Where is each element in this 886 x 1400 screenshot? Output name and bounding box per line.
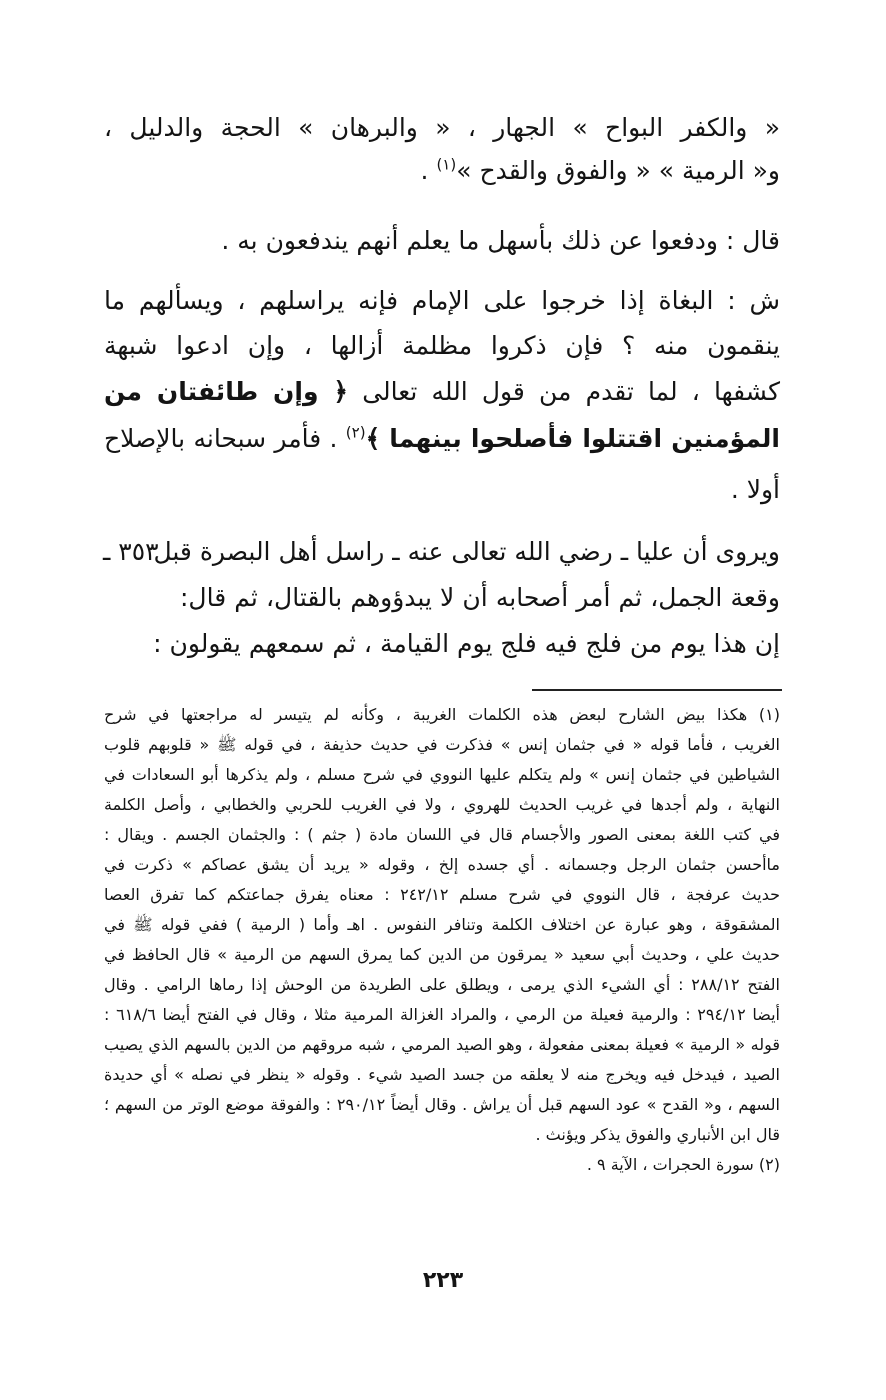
- footnote-line: حديث علي ، وحديث أبي سعيد « يمرقون من الدين كما يمرق السهم من الرمية » قال الحافظ في: [104, 945, 780, 964]
- footnote-line: ماأحسن جثمان الرجل وجسمانه . أي جسده إلخ ، وقوله « يريد أن يشق عصاكم » ذكرت في: [104, 855, 780, 874]
- footnote-line: قال ابن الأنباري والفوق يذكر ويؤنث .: [535, 1125, 780, 1144]
- quran-quote: ﴿ وإن طائفتان من: [104, 377, 349, 406]
- footnote-line: الصيد ، فيدخل فيه ويخرج منه لا يعلقه من جسد الصيد شيء . وقوله « ينظر في نصله » أي حديدة: [104, 1065, 780, 1084]
- footnote-line: الشياطين في جثمان إنس » ولم يتكلم عليها النووي في شرح مسلم ، ولم يذكرها أبو السعادات في: [104, 765, 780, 784]
- footnote-line: المشقوقة ، وهو عبارة عن اختلاف الكلمة وتنافر النفوس . اهـ وأما ( الرمية ) ففي قوله ﷺ في: [104, 915, 780, 934]
- footnote-separator: [532, 689, 782, 691]
- footnote-line: النهاية ، ولم أجدها في غريب الحديث للهروي ، ولا في الغريب للحربي والخطابي ، وأصل الكلمة: [104, 795, 780, 814]
- text-fragment: .: [420, 156, 437, 185]
- footnote-line: في كتب اللغة بمعنى الصور والأجسام قال في اللسان مادة ( جثم ) : والجثمان الجسم . ويقال :: [104, 825, 780, 844]
- text-fragment: . فأمر سبحانه بالإصلاح: [104, 424, 346, 453]
- text-line: [104, 374, 780, 410]
- footnote-line: حديث عرفجة ، قال النووي في شرح مسلم ٢٤٢/١٢ : معناه يفرق جماعتكم كما تفرق العصا: [104, 885, 780, 904]
- text-fragment: كشفها ، لما تقدم من قول الله تعالى: [348, 377, 780, 406]
- footnote-line: (١) هكذا بيض الشارح لبعض هذه الكلمات الغريبة ، وكأنه لم يتيسر له مراجعتها في شرح: [104, 705, 780, 724]
- text-fragment: و« الرمية » « والفوق والقدح »: [456, 156, 780, 185]
- footnote-line: السهم ، و« القدح » عود السهم قبل أن يراش . وقال أيضاً ٢٩٠/١٢ : والفوقة موضع الوتر من السهم ؛: [104, 1095, 780, 1114]
- page-number: ٢٢٣: [422, 1268, 464, 1293]
- footnote-line: قوله « الرمية » فعيلة بمعنى مفعولة ، وهو الصيد المرمي ، شبه مروقهم من الدين بالسهم الذي يصيب: [104, 1035, 780, 1054]
- paragraph-number: ٣٥٣ ـ: [103, 537, 159, 566]
- footnote-ref: (١): [436, 155, 457, 174]
- footnote-ref: (٢): [345, 423, 366, 442]
- text-line: ينقمون منه ؟ فإن ذكروا مظلمة أزالها ، وإن ادعوا شبهة: [104, 331, 780, 360]
- text-line: أولا .: [730, 475, 780, 504]
- text-line: « والكفر البواح » الجهار ، « والبرهان » الحجة والدليل ،: [104, 113, 780, 142]
- text-line: وقعة الجمل، ثم أمر أصحابه أن لا يبدؤوهم بالقتال، ثم قال:: [180, 583, 780, 612]
- text-line: ش : البغاة إذا خرجوا على الإمام فإنه يراسلهم ، ويسألهم ما: [104, 286, 780, 315]
- text-line: قال : ودفعوا عن ذلك بأسهل ما يعلم أنهم يندفعون به .: [221, 226, 780, 255]
- footnote-line: الفتح ٢٨٨/١٢ : أي الشيء الذي يرمى ، ويطلق على الطريدة من الوحش إذا رماها الرامي . وقال: [104, 975, 781, 994]
- text-line: [104, 421, 780, 457]
- footnote-line: الغريب ، فأما قوله « في جثمان إنس » فذكرت في حديث حذيفة ، في قوله ﷺ « قلوبهم قلوب: [104, 735, 780, 754]
- text-line: ويروى أن عليا ـ رضي الله تعالى عنه ـ راسل أهل البصرة قبل: [153, 537, 780, 566]
- text-line: إن هذا يوم من فلج فيه فلج يوم القيامة ، ثم سمعهم يقولون :: [153, 629, 780, 658]
- footnote-line: (٢) سورة الحجرات ، الآية ٩ .: [586, 1155, 780, 1174]
- footnote-line: أيضا ٢٩٤/١٢ : والرمية فعيلة من الرمي ، والمراد الغزالة المرمية مثلا ، وقال في الفتح أيضا ٦١٨/٦ :: [104, 1005, 780, 1024]
- quran-quote: المؤمنين اقتتلوا فأصلحوا بينهما ﴾: [365, 424, 780, 453]
- text-line: [421, 153, 780, 189]
